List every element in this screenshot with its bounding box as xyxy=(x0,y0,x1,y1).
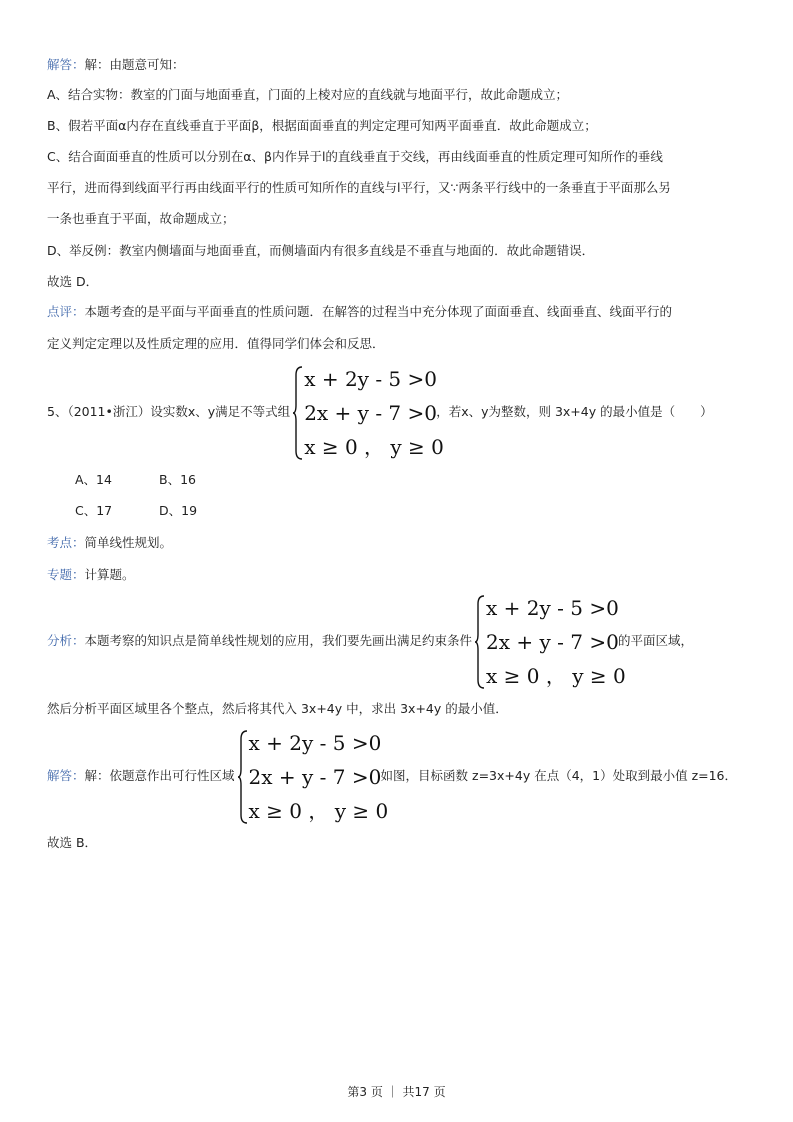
inequality-row-2: 2x + y - 7 >0 xyxy=(304,400,437,425)
inequality-row-1: x + 2y - 5 >0 xyxy=(304,366,437,391)
left-brace-icon xyxy=(474,594,486,690)
q5-stem xyxy=(47,364,713,461)
option-b: B、16 xyxy=(159,472,196,487)
left-brace-icon xyxy=(292,365,304,461)
answer-tag: 解答： xyxy=(47,768,85,783)
inequality-system xyxy=(292,365,444,461)
q5-analysis-line2: 然后分析平面区域里各个整点，然后将其代入 3x+4y 中，求出 3x+4y 的最小值． xyxy=(47,701,508,716)
prev-review-line2: 定义判定定理以及性质定理的应用．值得同学们体会和反思． xyxy=(47,336,385,351)
q5-analysis-line1: 分析：本题考察的知识点是简单线性规划的应用，我们要先画出满足约束条件 x + 2y - 5 >0 2x + y - 7 >0 x ≥ 0 ， y ≥ 0 的平面区域， xyxy=(47,595,694,688)
prev-choice: 故选 D． xyxy=(47,274,99,289)
q5-stem-after: ，若x、y为整数，则 3x+4y 的最小值是（ ） xyxy=(436,404,713,419)
zhuanti-tag: 专题： xyxy=(47,567,85,582)
page-footer: 第3 页 ｜ 共17 页 xyxy=(347,1085,446,1099)
q5-kaodian: 考点：简单线性规划。 xyxy=(47,535,173,550)
answer-tag: 解答： xyxy=(47,57,85,72)
prev-option-c-line2: 平行，进而得到线面平行再由线面平行的性质可知所作的直线与l平行，又∵两条平行线中的一条垂直于平面那么另 xyxy=(47,180,671,195)
inequality-system xyxy=(474,594,626,690)
q5-options-row1 xyxy=(75,470,243,490)
inequality-row-1: x + 2y - 5 >0 xyxy=(248,730,382,755)
option-a: A、14 xyxy=(75,472,112,487)
prev-option-c-line3: 一条也垂直于平面，故命题成立； xyxy=(47,211,235,226)
kaodian-tag: 考点： xyxy=(47,535,85,550)
q5-options-row2 xyxy=(75,501,243,521)
prev-option-b: B、假若平面α内存在直线垂直于平面β，根据面面垂直的判定定理可知两平面垂直．故此命题成立； xyxy=(47,118,597,133)
inequality-row-3: x ≥ 0 ， y ≥ 0 xyxy=(304,434,444,459)
prev-answer-intro: 解答：解：由题意可知： xyxy=(47,57,185,72)
inequality-row-3: x ≥ 0 ， y ≥ 0 xyxy=(248,798,389,823)
prev-option-a: A、结合实物：教室的门面与地面垂直，门面的上棱对应的直线就与地面平行，故此命题成立； xyxy=(47,87,569,102)
inequality-system xyxy=(237,729,389,825)
inequality-row-2: 2x + y - 7 >0 xyxy=(248,764,382,789)
q5-choice: 故选 B． xyxy=(47,835,98,850)
prev-option-c-line1: C、结合面面垂直的性质可以分别在α、β内作异于l的直线垂直于交线，再由线面垂直的性质定理可知所作的垂线 xyxy=(47,149,663,164)
left-brace-icon xyxy=(237,729,249,825)
inequality-row-2: 2x + y - 7 >0 xyxy=(486,629,619,654)
inequality-row-3: x ≥ 0 ， y ≥ 0 xyxy=(486,663,626,688)
prev-review-line1: 点评：本题考查的是平面与平面垂直的性质问题．在解答的过程当中充分体现了面面垂直、线面垂直、线面平行的 xyxy=(47,304,673,319)
option-c: C、17 xyxy=(75,503,113,518)
review-tag: 点评： xyxy=(47,304,85,319)
q5-answer-line1: 解答：解：依题意作出可行性区域 x + 2y - 5 >0 2x + y - 7 >0 x ≥ 0 ， y ≥ 0 如图，目标函数 z=3x+4y 在点（4，1）处取到最小值 z=16． xyxy=(47,730,738,823)
prev-option-d: D、举反例：教室内侧墙面与地面垂直，而侧墙面内有很多直线是不垂直与地面的．故此命题错误． xyxy=(47,243,595,258)
option-d: D、19 xyxy=(159,503,198,518)
analysis-tag: 分析： xyxy=(47,633,85,648)
inequality-row-1: x + 2y - 5 >0 xyxy=(486,595,619,620)
q5-stem-before: 5、（2011•浙江）设实数x、y满足不等式组 xyxy=(47,404,291,419)
q5-zhuanti: 专题：计算题。 xyxy=(47,567,135,582)
